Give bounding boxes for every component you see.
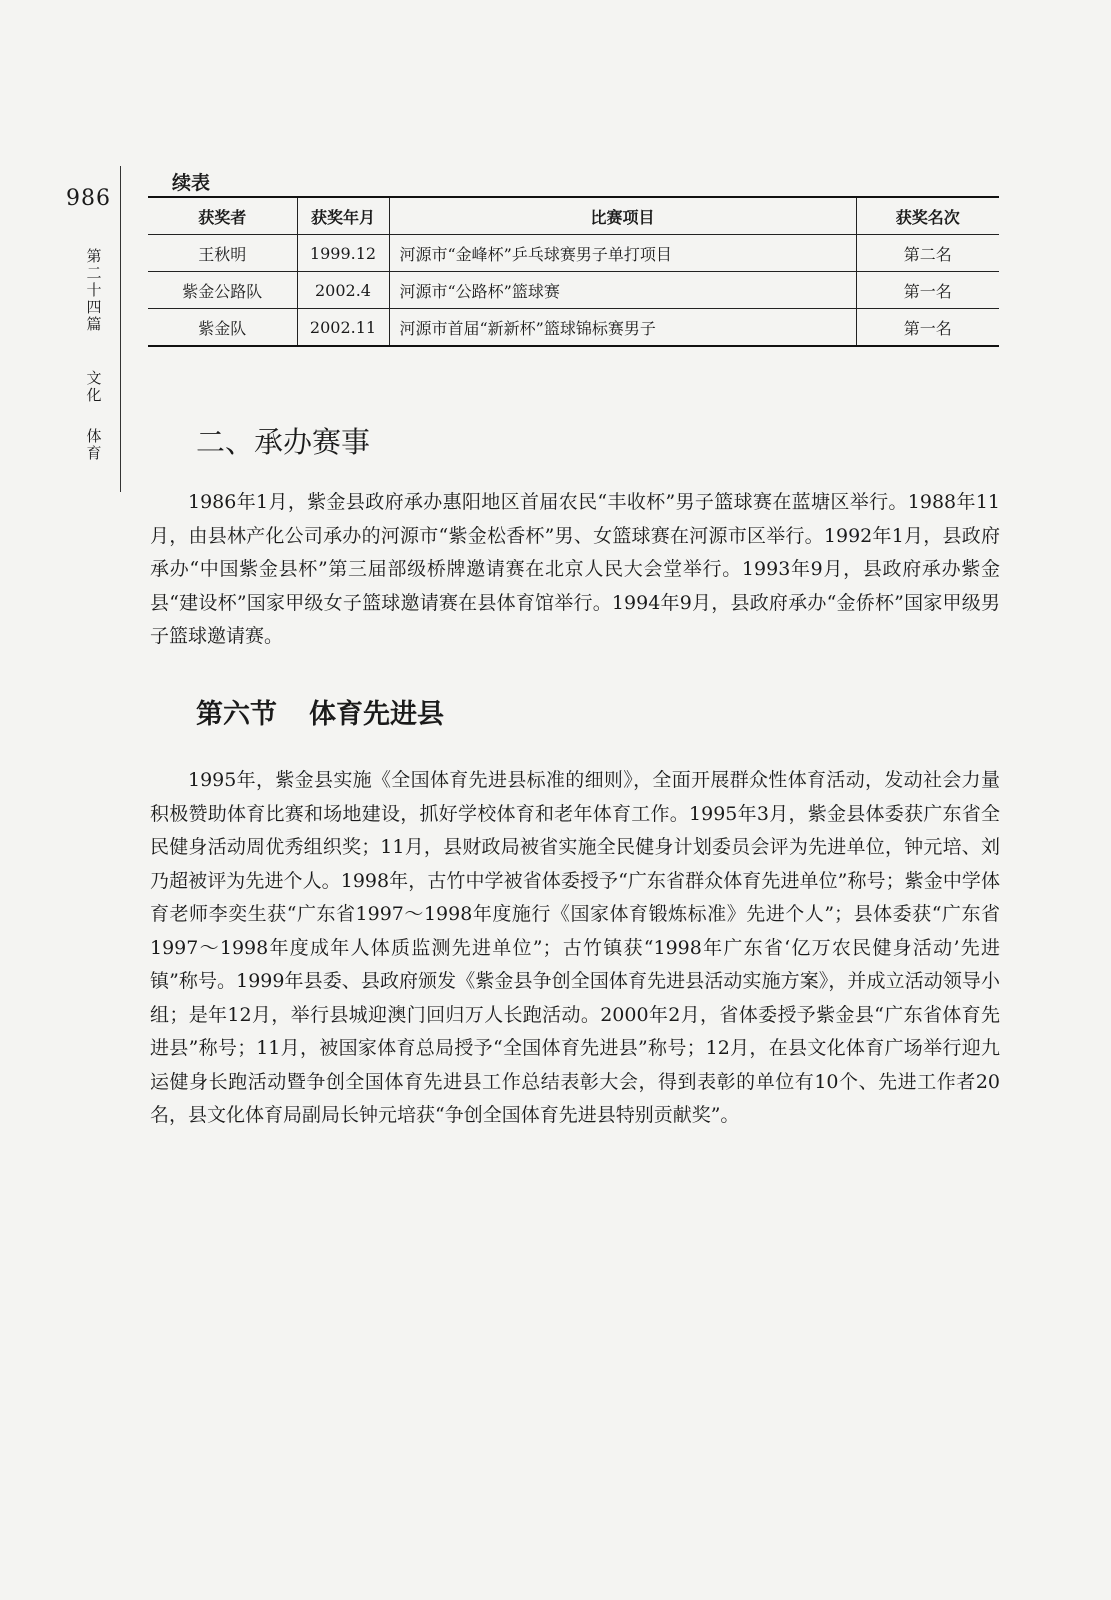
table-cell: 第一名 xyxy=(856,272,999,309)
table-cell: 2002.4 xyxy=(297,272,389,309)
running-header-char: 体 xyxy=(86,427,102,445)
table-cell: 1999.12 xyxy=(297,235,389,272)
running-header-chapter xyxy=(82,370,106,404)
running-header-char: 育 xyxy=(86,444,102,462)
margin-divider xyxy=(120,166,121,492)
table-cell: 河源市“公路杯”篮球赛 xyxy=(389,272,856,309)
awards-table xyxy=(148,196,999,347)
table-cell: 第一名 xyxy=(856,309,999,347)
running-header-char: 二 xyxy=(86,264,102,282)
running-header-char: 十 xyxy=(86,281,102,299)
table-cell: 河源市“金峰杯”乒乓球赛男子单打项目 xyxy=(389,235,856,272)
table-cell: 2002.11 xyxy=(297,309,389,347)
table-cell: 王秋明 xyxy=(148,235,297,272)
table-caption: 续表 xyxy=(172,172,211,194)
running-header-char: 篇 xyxy=(86,315,102,333)
subsection-heading: 二、承办赛事 xyxy=(196,425,371,459)
running-header-char: 文 xyxy=(86,369,102,387)
section-heading xyxy=(196,692,444,731)
table-cell: 河源市首届“新新杯”篮球锦标赛男子 xyxy=(389,309,856,347)
page-number: 986 xyxy=(66,186,111,211)
column-header: 获奖名次 xyxy=(856,197,999,235)
table-cell: 第二名 xyxy=(856,235,999,272)
subsection-paragraph: 1986年1月，紫金县政府承办惠阳地区首届农民“丰收杯”男子篮球赛在蓝塘区举行。1988年11月，由县林产化公司承办的河源市“紫金松香杯”男、女篮球赛在河源市区举行。1992年1月，县政府承办“中国紫金县杯”第三届部级桥牌邀请赛在北京人民大会堂举行。1993年9月，县政府承办紫金县“建设杯”国家甲级女子篮球邀请赛在县体育馆举行。1994年9月，县政府承办“金侨杯”国家甲级男子篮球邀请赛。 xyxy=(150,491,1000,647)
column-header: 获奖者 xyxy=(148,197,297,235)
table-cell: 紫金公路队 xyxy=(148,272,297,309)
running-header-char: 化 xyxy=(86,386,102,404)
table-row xyxy=(148,272,999,309)
section-title: 体育先进县 xyxy=(309,699,444,730)
table-row xyxy=(148,235,999,272)
table-cell: 紫金队 xyxy=(148,309,297,347)
section-label: 第六节 xyxy=(196,699,277,730)
running-header-part xyxy=(82,248,106,333)
section-paragraph: 1995年，紫金县实施《全国体育先进县标准的细则》，全面开展群众性体育活动，发动社会力量积极赞助体育比赛和场地建设，抓好学校体育和老年体育工作。1995年3月，紫金县体委获广东省全民健身活动周优秀组织奖；11月，县财政局被省实施全民健身计划委员会评为先进单位，钟元培、刘乃超被评为先进个人。1998年，古竹中学被省体委授予“广东省群众体育先进单位”称号；紫金中学体育老师李奕生获“广东省1997～1998年度施行《国家体育锻炼标准》先进个人”；县体委获“广东省1997～1998年度成年人体质监测先进单位”；古竹镇获“1998年广东省‘亿万农民健身活动’先进镇”称号。1999年县委、县政府颁发《紫金县争创全国体育先进县活动实施方案》，并成立活动领导小组；是年12月，举行县城迎澳门回归万人长跑活动。2000年2月，省体委授予紫金县“广东省体育先进县”称号；11月，被国家体育总局授予“全国体育先进县”称号；12月，在县文化体育广场举行迎九运健身长跑活动暨争创全国体育先进县工作总结表彰大会，得到表彰的单位有10个、先进工作者20名，县文化体育局副局长钟元培获“争创全国体育先进县特别贡献奖”。 xyxy=(150,769,1000,1126)
running-header-char: 第 xyxy=(86,247,102,265)
column-header: 比赛项目 xyxy=(389,197,856,235)
column-header: 获奖年月 xyxy=(297,197,389,235)
table-header-row xyxy=(148,197,999,235)
running-header-char: 四 xyxy=(86,298,102,316)
running-header-topic xyxy=(82,428,106,462)
table-row xyxy=(148,309,999,347)
